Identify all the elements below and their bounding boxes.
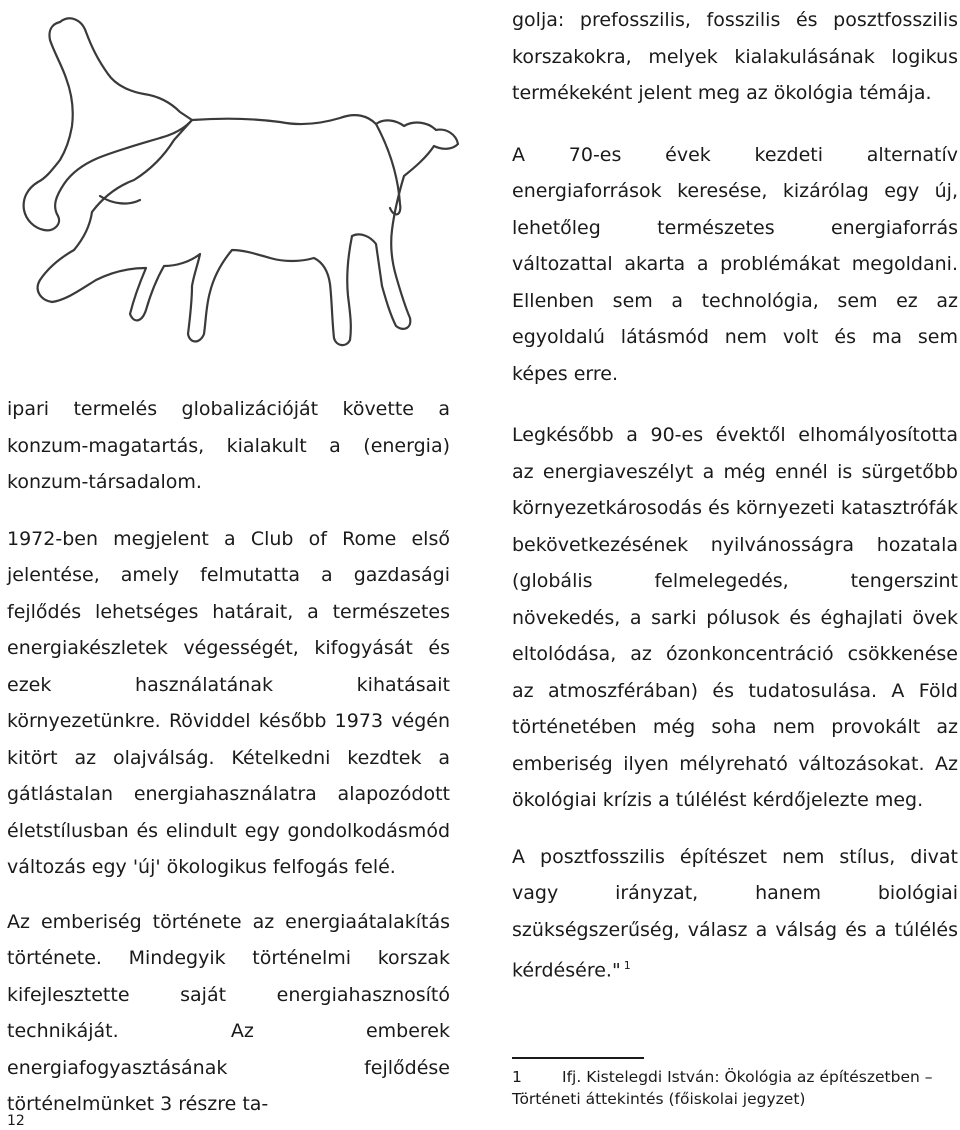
horse-body-outline [38,115,458,345]
rider-figure-outline [24,18,192,230]
left-text-column [7,391,450,1123]
footnote-number: 1 [512,1068,522,1086]
body-paragraph: golja: prefosszilis, fosszilis és posztfosszilis korszakokra, melyek kialakulásának logikus termékeként jelent meg az ökológia témája. [512,9,958,104]
footnote-divider [512,1057,644,1059]
right-text-column [512,2,958,989]
body-paragraph: Legkésőbb a 90-es évektől elhomályosította az energiaveszélyt a még ennél is sürgetőbb környezetkárosodás és környezeti katasztrófák bekövetkezésének nyilvánosságra hozatala (globális felmelegedés, tengerszint növekedés, a sarki pólusok és éghajlati övek eltolódása, az ózonkoncentráció csökkenése az atmoszférában) és tudatosulása. A Föld történetében még soha nem provokált az emberiség ilyen mélyreható változásokat. Az ökológiai krízis a túlélést kérdőjelezte meg. [512,424,958,811]
body-paragraph: 1972-ben megjelent a Club of Rome első jelentése, amely felmutatta a gazdasági fejlődés lehetséges határait, a természetes energiakészletek végességét, kifogyását és ezek használatának kihatásait környezetünkre. Röviddel később 1973 végén kitört az olajválság. Kételkedni kezdtek a gátlástalan energiahasználatra alapozódott életstílusban és elindult egy gondolkodásmód változás egy 'új' ökologikus felfogás felé. [7,527,450,878]
body-paragraph: Az emberiség története az energiaátalakítás története. Mindegyik történelmi korszak kifejlesztette saját energiahasznosító technikáját. Az emberek energiafogyasztásának fejlődése történelmünket 3 részre ta- [7,910,450,1115]
footnote [512,1066,952,1110]
rider-falling-from-horse-illustration [0,0,500,380]
quote-text: A posztfosszilis építészet nem stílus, divat vagy irányzat, hanem biológiai szükségszerűség, válasz a válság és a túlélés kérdésére." [512,845,958,982]
body-paragraph: ipari termelés globalizációját követte a konzum-magatartás, kialakult a (energia) konzum-társadalom. [7,398,450,493]
page-number: 12 [7,1113,25,1129]
footnote-marker: 1 [623,959,631,972]
body-paragraph: A 70-es évek kezdeti alternatív energiaforrások keresése, kizárólag egy új, lehetőleg természetes energiaforrás változattal akarta a problémákat megoldani. Ellenben sem a technológia, sem ez az egyoldalú látásmód nem volt és ma sem képes erre. [512,143,958,385]
pull-quote [512,839,958,989]
footnote-text: Ifj. Kistelegdi István: Ökológia az építészetben – Történeti áttekintés (főiskolai jegyzet) [512,1068,933,1108]
